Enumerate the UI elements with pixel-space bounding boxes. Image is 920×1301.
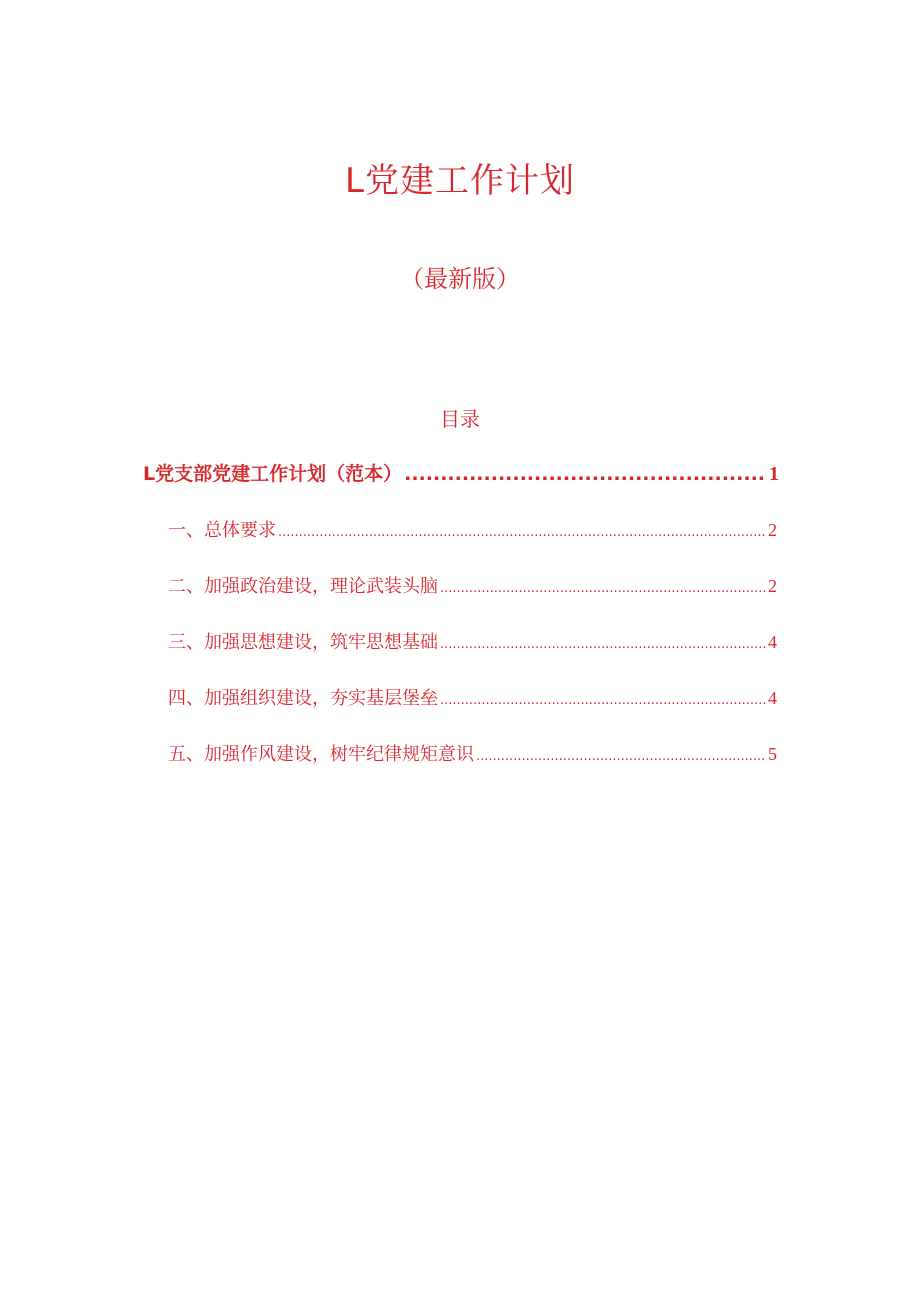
toc-entry-label: L党支部党建工作计划（范本） — [143, 463, 403, 485]
document-title: L党建工作计划 — [345, 161, 575, 201]
toc-dot-leader — [278, 518, 766, 548]
toc-entry-page: 2 — [768, 576, 777, 596]
toc-entry[interactable] — [168, 627, 777, 657]
toc-entry[interactable] — [168, 739, 777, 769]
toc-entry-main[interactable] — [143, 459, 779, 489]
toc-dot-leader — [476, 742, 766, 772]
document-subtitle: （最新版） — [400, 265, 520, 293]
toc-entry-label: 二、加强政治建设，理论武装头脑 — [168, 576, 438, 597]
toc-entry-label: 四、加强组织建设，夯实基层堡垒 — [168, 688, 438, 709]
toc-entry-page: 2 — [768, 520, 777, 540]
toc-entry[interactable] — [168, 515, 777, 545]
toc-entry-page: 4 — [768, 632, 777, 652]
toc-entry-label: 五、加强作风建设，树牢纪律规矩意识 — [168, 744, 474, 765]
toc-entry-page: 4 — [768, 688, 777, 708]
toc-entry-label: 三、加强思想建设，筑牢思想基础 — [168, 632, 438, 653]
toc-dot-leader — [440, 630, 766, 660]
toc-heading: 目录 — [440, 407, 480, 431]
toc-dot-leader — [440, 574, 766, 604]
toc-entry[interactable] — [168, 571, 777, 601]
toc-entry-page: 5 — [768, 744, 777, 764]
toc-entry-label: 一、总体要求 — [168, 520, 276, 541]
toc-entry-page: 1 — [769, 463, 779, 485]
toc-entry[interactable] — [168, 683, 777, 713]
toc-dot-leader — [440, 686, 766, 716]
toc-dot-leader — [404, 459, 767, 489]
